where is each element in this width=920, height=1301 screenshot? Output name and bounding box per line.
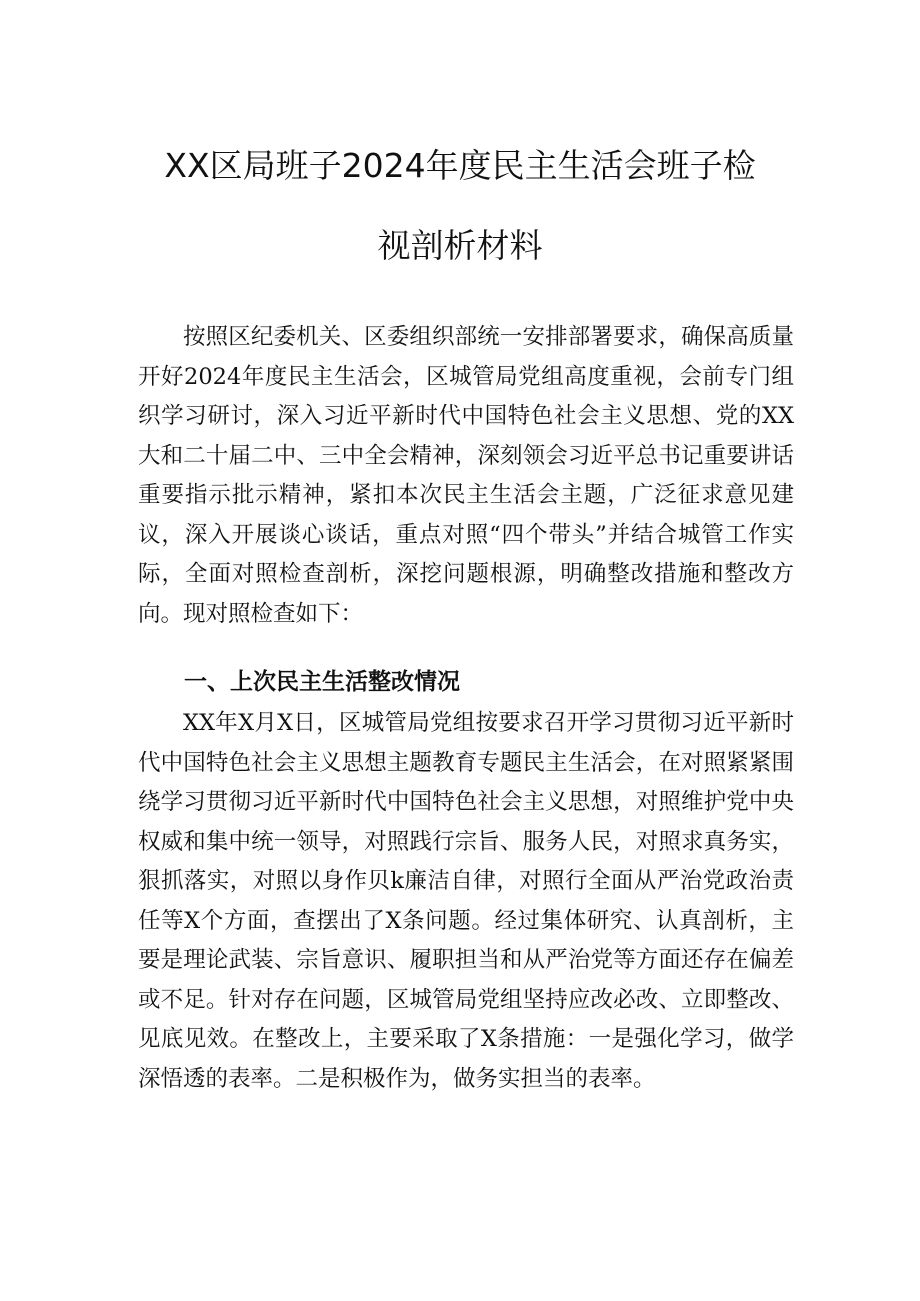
intro-paragraph: 按照区纪委机关、区委组织部统一安排部署要求，确保高质量开好2024年度民主生活会，区城管局党组高度重视，会前专门组织学习研讨，深入习近平新时代中国特色社会主义思想、党的XX大和二十届二中、三中全会精神，深刻领会习近平总书记重要讲话重要指示批示精神，紧扣本次民主生活会主题，广泛征求意见建议，深入开展谈心谈话，重点对照“四个带头”并结合城管工作实际，全面对照检查剖析，深挖问题根源，明确整改措施和整改方向。现对照检查如下： — [138, 324, 794, 627]
document-title-line-1: XX区局班子2024年度民主生活会班子检 — [164, 146, 756, 185]
document-title-line-2: 视剖析材料 — [377, 226, 543, 265]
section-1-heading: 一、上次民主生活整改情况 — [184, 669, 460, 695]
section-1-paragraph: XX年X月X日，区城管局党组按要求召开学习贯彻习近平新时代中国特色社会主义思想主题教育专题民主生活会，在对照紧紧围绕学习贯彻习近平新时代中国特色社会主义思想，对照维护党中央权威和集中统一领导，对照践行宗旨、服务人民，对照求真务实，狠抓落实，对照以身作贝k廉洁自律，对照行全面从严治党政治责任等X个方面，查摆出了X条问题。经过集体研究、认真剖析，主要是理论武装、宗旨意识、履职担当和从严治党等方面还存在偏差或不足。针对存在问题，区城管局党组坚持应改必改、立即整改、见底见效。在整改上，主要采取了X条措施：一是强化学习，做学深悟透的表率。二是积极作为，做务实担当的表率。 — [138, 710, 794, 1092]
